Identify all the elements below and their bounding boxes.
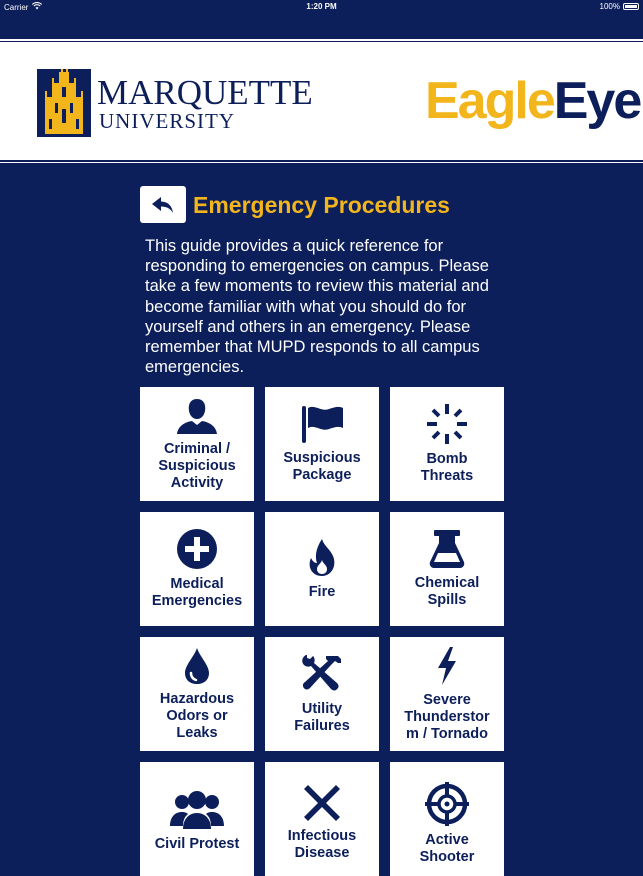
tile-civil-protest[interactable]: [140, 762, 254, 876]
tile-infectious-disease[interactable]: [265, 762, 379, 876]
tower-emblem-icon: [37, 69, 91, 137]
intro-text: This guide provides a quick reference for responding to emergencies on campus. Please take a few moments to review this material and become familiar with what you should do for yourself and others in an emergency. Please remember that MUPD responds to all campus emergencies.: [145, 237, 489, 377]
burst-icon: [426, 403, 468, 445]
flame-icon: [304, 538, 340, 578]
battery-icon: [623, 3, 639, 10]
tile-label: Active Shooter: [419, 832, 475, 865]
marquette-logo: [37, 69, 317, 139]
tile-fire[interactable]: [265, 512, 379, 626]
drop-icon: [183, 647, 211, 685]
header-banner: [0, 36, 643, 164]
status-time: 1:20 PM: [306, 2, 337, 11]
crosshair-icon: [425, 782, 469, 826]
status-right: [600, 2, 639, 11]
x-icon: [303, 784, 341, 822]
group-icon: [169, 790, 225, 830]
tile-label: Medical Emergencies: [151, 576, 243, 609]
back-arrow-icon: [151, 196, 175, 214]
app-logo: [425, 71, 640, 131]
university-name: MARQUETTE: [97, 73, 313, 112]
tile-label: Infectious Disease: [287, 828, 357, 861]
plus-circle-icon: [176, 528, 218, 570]
tile-criminal-suspicious-activity[interactable]: [140, 387, 254, 501]
tile-label: Hazardous Odors or Leaks: [159, 690, 235, 741]
lightning-icon: [435, 646, 459, 686]
tile-active-shooter[interactable]: [390, 762, 504, 876]
nav-band: [0, 14, 643, 36]
tile-label: Bomb Threats: [420, 451, 474, 484]
tile-hazardous-odors-leaks[interactable]: [140, 637, 254, 751]
beaker-icon: [427, 529, 467, 569]
tile-label: Severe Thunderstor m / Tornado: [404, 691, 490, 742]
tile-label: Fire: [308, 583, 336, 600]
back-button[interactable]: [140, 186, 186, 223]
tile-label: Chemical Spills: [414, 575, 480, 608]
battery-percent: 100%: [599, 2, 620, 11]
carrier-label: Carrier: [4, 2, 29, 12]
tile-suspicious-package[interactable]: [265, 387, 379, 501]
person-icon: [175, 397, 219, 435]
tools-icon: [300, 653, 344, 695]
university-sub: UNIVERSITY: [99, 109, 235, 133]
app-name-eagle: Eagle: [425, 72, 554, 130]
flag-icon: [299, 404, 345, 444]
tile-label: Suspicious Package: [283, 450, 361, 483]
tile-severe-thunderstorm-tornado[interactable]: [390, 637, 504, 751]
tile-chemical-spills[interactable]: [390, 512, 504, 626]
header-divider: [0, 163, 643, 164]
tile-label: Civil Protest: [154, 836, 240, 852]
page-title: Emergency Procedures: [193, 192, 450, 218]
status-bar: [0, 0, 643, 14]
tile-utility-failures[interactable]: [265, 637, 379, 751]
tile-medical-emergencies[interactable]: [140, 512, 254, 626]
tile-label: Criminal / Suspicious Activity: [158, 440, 236, 491]
tile-bomb-threats[interactable]: [390, 387, 504, 501]
tile-label: Utility Failures: [294, 701, 350, 734]
app-name-eye: Eye: [553, 72, 641, 130]
